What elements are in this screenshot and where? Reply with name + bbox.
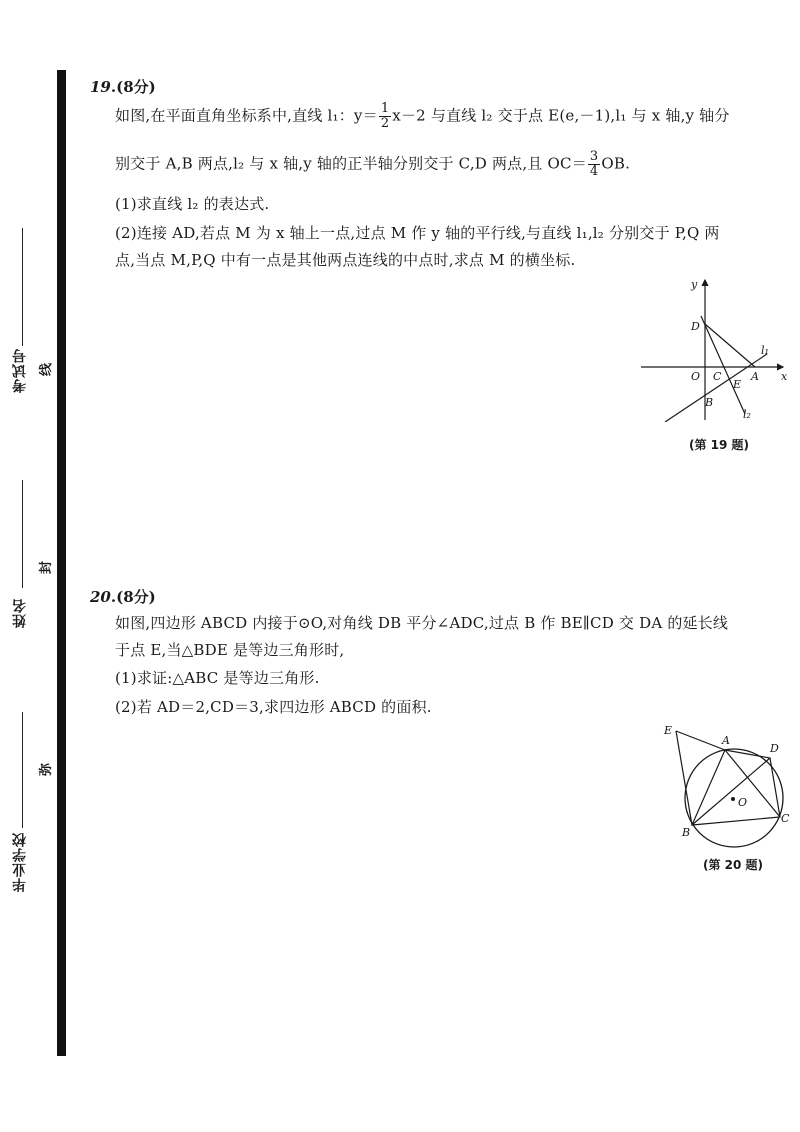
center-point-O [731, 797, 735, 801]
q19-number: 19 [90, 78, 111, 96]
label-B: B [682, 826, 691, 839]
q19-frac2-den: 4 [589, 164, 599, 179]
q20-figure [660, 720, 795, 850]
q20-part1: (1)求证:△ABC 是等边三角形. [115, 669, 320, 687]
name-label: 姓名 [12, 598, 28, 628]
label-C: C [713, 370, 722, 383]
label-B: B [705, 396, 714, 409]
q19-part2-line1: (2)连接 AD,若点 M 为 x 轴上一点,过点 M 作 y 轴的平行线,与直线 l₁,l₂ 分别交于 P,Q 两 [115, 224, 720, 242]
q19-figure-caption: (第 19 题) [689, 438, 750, 452]
school-label: 毕业学校 [12, 832, 28, 892]
segment-EA [676, 731, 725, 750]
label-D: D [691, 320, 700, 333]
q19-part2-line2: 点,当点 M,P,Q 中有一点是其他两点连线的中点时,求点 M 的横坐标. [115, 251, 576, 269]
q19-heading [90, 76, 156, 97]
q19-line1-b: x－2 与直线 l₂ 交于点 E(e,－1),l₁ 与 x 轴,y 轴分 [392, 106, 730, 125]
school-line [22, 712, 23, 828]
exam-number-line [22, 228, 23, 346]
seal-char-close: 弥 [39, 762, 55, 777]
label-l2: l₂ [743, 408, 751, 421]
label-O: O [691, 370, 701, 383]
seal-char-seal: 封 [39, 560, 55, 575]
label-C: C [781, 812, 790, 825]
q20-part2: (2)若 AD＝2,CD＝3,求四边形 ABCD 的面积. [115, 698, 432, 716]
name-line [22, 480, 23, 588]
label-y: y [691, 278, 698, 291]
q20-line2: 于点 E,当△BDE 是等边三角形时, [115, 641, 345, 659]
q19-line2 [115, 150, 630, 179]
label-l1: l₁ [761, 344, 769, 357]
q19-frac1-num: 1 [380, 101, 390, 116]
q20-figure-caption: (第 20 题) [703, 858, 764, 872]
label-A: A [751, 370, 759, 383]
label-E: E [733, 378, 742, 391]
q19-fraction-half [379, 102, 391, 131]
exam-number-label: 考试号 [12, 348, 28, 393]
q19-fraction-three-quarters [588, 150, 600, 179]
binding-bar [57, 70, 66, 1056]
q19-frac2-num: 3 [589, 149, 599, 164]
q19-line2-a: 别交于 A,B 两点,l₂ 与 x 轴,y 轴的正半轴分别交于 C,D 两点,且 OC＝ [115, 154, 587, 173]
q19-line1-a: 如图,在平面直角坐标系中,直线 [115, 106, 328, 125]
q19-part1: (1)求直线 l₂ 的表达式. [115, 195, 270, 213]
label-E: E [664, 724, 673, 737]
diagonal-AC [725, 750, 780, 817]
label-D: D [770, 742, 779, 755]
q20-heading [90, 586, 156, 607]
q19-points: .(8分) [110, 78, 156, 96]
label-x: x [781, 370, 788, 383]
segment-AD [705, 324, 755, 367]
q20-number: 20 [90, 588, 111, 606]
q19-figure [635, 272, 795, 422]
q19-line1-eq: l₁：y＝ [327, 106, 378, 125]
label-A: A [722, 734, 730, 747]
q19-frac1-den: 2 [380, 116, 390, 131]
q19-line1 [115, 102, 730, 131]
seal-char-line: 线 [39, 362, 55, 377]
label-O: O [738, 796, 748, 809]
q19-line2-b: OB. [601, 154, 631, 173]
q20-points: .(8分) [110, 588, 156, 606]
q20-line1: 如图,四边形 ABCD 内接于⊙O,对角线 DB 平分∠ADC,过点 B 作 BE∥CD 交 DA 的延长线 [115, 614, 729, 632]
